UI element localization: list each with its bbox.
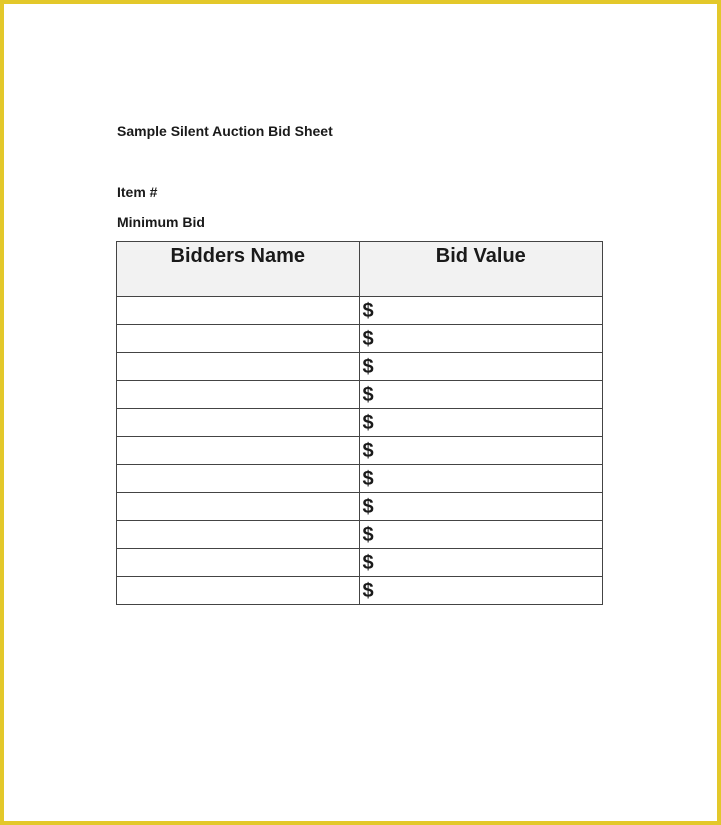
bid-value-cell[interactable]: $ <box>359 325 602 353</box>
bid-value-cell[interactable]: $ <box>359 521 602 549</box>
bid-value-cell[interactable]: $ <box>359 297 602 325</box>
bid-value-cell[interactable]: $ <box>359 465 602 493</box>
table-row <box>117 353 603 381</box>
bidder-name-cell[interactable] <box>117 437 360 465</box>
document-title: Sample Silent Auction Bid Sheet <box>117 123 333 139</box>
bid-value-cell[interactable]: $ <box>359 353 602 381</box>
table-row <box>117 521 603 549</box>
table-row <box>117 409 603 437</box>
table-row <box>117 325 603 353</box>
bid-value-cell[interactable]: $ <box>359 381 602 409</box>
table-row <box>117 437 603 465</box>
bidder-name-cell[interactable] <box>117 325 360 353</box>
table-row <box>117 493 603 521</box>
table-header-row <box>117 242 603 297</box>
bidder-name-cell[interactable] <box>117 521 360 549</box>
table-row <box>117 577 603 605</box>
bid-value-cell[interactable]: $ <box>359 437 602 465</box>
table-row <box>117 549 603 577</box>
table-row <box>117 465 603 493</box>
bidder-name-cell[interactable] <box>117 493 360 521</box>
bidder-name-cell[interactable] <box>117 381 360 409</box>
bidder-name-cell[interactable] <box>117 577 360 605</box>
bid-value-cell[interactable]: $ <box>359 577 602 605</box>
bidder-name-cell[interactable] <box>117 353 360 381</box>
bid-value-cell[interactable]: $ <box>359 493 602 521</box>
bid-table <box>116 241 603 605</box>
table-row <box>117 297 603 325</box>
bidder-name-cell[interactable] <box>117 465 360 493</box>
bid-value-header: Bid Value <box>359 242 602 297</box>
table-row <box>117 381 603 409</box>
bidder-name-cell[interactable] <box>117 549 360 577</box>
bidder-name-cell[interactable] <box>117 297 360 325</box>
bid-value-cell[interactable]: $ <box>359 549 602 577</box>
minimum-bid-label: Minimum Bid <box>117 214 205 230</box>
item-number-label: Item # <box>117 184 158 200</box>
bid-rows <box>117 297 603 605</box>
bidder-name-cell[interactable] <box>117 409 360 437</box>
bidders-name-header: Bidders Name <box>117 242 360 297</box>
bid-value-cell[interactable]: $ <box>359 409 602 437</box>
